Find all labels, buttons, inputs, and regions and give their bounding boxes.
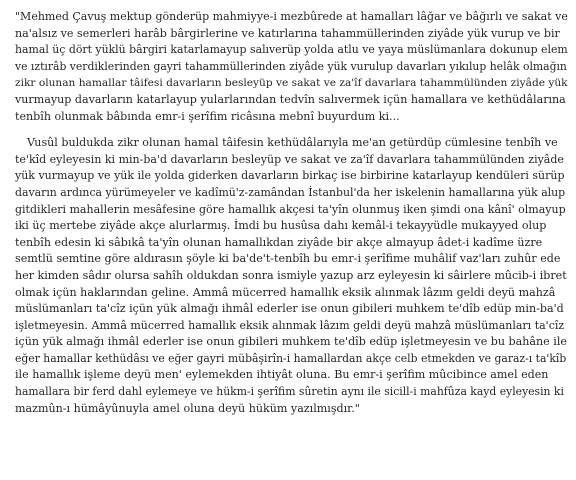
text-line: na'alsız ve semerleri harâb bârgirlerine ve katırlarına tahammüllerinden ziyâde yük vurup ve bir <box>15 26 560 40</box>
text-line: hamal üç dört yüklü bârgiri katarlamayup salıverüp yolda atlu ve yaya müslümanlara dokunup elem <box>15 43 568 57</box>
text-line: "Mehmed Çavuş mektup gönderüp mahmiyye-i mezbûrede at hamalları lâğar ve bâğırlı ve sakat ve <box>15 10 568 23</box>
text-line: davarın ardınca yürümeyeler ve kadîmü'z-zamândan İstanbul'da her iskelenin hamallarına yük alup <box>15 185 566 199</box>
text-line: semtlü semtine göre aldırasın şöyle ki ba'de't-tenbîh bu emr-i şerîfime muhâlif vaz'ları zuhûr ede <box>15 252 561 266</box>
text-line: zikr olunan hamallar tâifesi davarların besleyüp ve sakat ve za'îf davarlara tahammülünden ziyâde yük <box>15 77 568 90</box>
text-line: tenbîh edesin ki sâbıkâ ta'yîn olunan hamallıkdan ziyâde bir akçe almayup âdet-i kadîme üzre <box>15 235 543 249</box>
text-line: te'kîd eyleyesin ki min-ba'd davarların besleyüp ve sakat ve za'îf davarlara tahammülünden ziyâde <box>15 152 564 166</box>
text-line: hamallara bir ferd dahl eylemeye ve hükm-i şerîfim sûretin aynı ile sicill-i mahfûza kayd eyleyesin ki <box>15 385 564 399</box>
text-line: müslümanları ta'cîz içün yük almağı ihmâl ederler ise onun gibileri muhkem te'dîb edüp min-ba'd <box>15 302 564 316</box>
body-paragraph <box>9 135 568 417</box>
text-line: ile hamallık işleme deyü men' eylemekden ihtiyât oluna. Bu emr-i şerîfim mûcibince amel eden <box>15 368 549 382</box>
text-line: iki üç mertebe ziyâde akçe alurlarmış. İmdi bu husûsa dahı kemâl-i tekayyüdle mukayyed olup <box>15 219 547 233</box>
text-line: içün yük almağı ihmâl ederler ise onun gibileri muhkem te'dîb edüp işletmeyesin ve bu bahâne ile <box>15 335 567 349</box>
text-line: vurmayup davarların katarlayup yularlarından tedvîn salıvermek içün hamallara ve kethüdâlarına <box>15 92 566 106</box>
text-line: işletmeyesin. Ammâ mücerred hamallık eksik alınmak lâzım geldi deyü mahzâ müslümanları ta'cîz <box>15 318 565 332</box>
text-line: mazmûn-ı hümâyûnuyla amel oluna deyü hüküm yazılmışdır." <box>15 401 360 415</box>
text-line: tenbîh olunmak bâbında emr-i şerîfim ricâsına mebnî buyurdum ki... <box>15 109 400 123</box>
text-line: Vusûl buldukda zikr olunan hamal tâifesin kethüdâlarıyla me'an getürdüp cümlesine tenbîh ve <box>27 136 558 150</box>
text-line: eğer hamallar kethüdâsı ve eğer gayri mübâşirîn-i hamallardan akçe celb etmekden ve garaz-ı ta'kîb <box>15 351 567 365</box>
text-line: gitdikleri mahallerin mesâfesine göre hamallık akçesi ta'yîn olunmuş iken şimdi ona kânî' olmayup <box>15 202 566 216</box>
text-line: her kimden sâdır olursa sahîh oldukdan sonra ismiyle yazup arz eyleyesin ki sâirlere mûcib-i ibret <box>15 268 567 282</box>
text-line: olmak içün haklarından geline. Ammâ mücerred hamallık eksik alınmak lâzım geldi deyü mahzâ <box>15 285 556 299</box>
text-line: ve ıztırâb verdiklerinden gayri tahammüllerinden ziyâde yük vurulup davarları yıkılup helâk olmağın <box>15 59 567 73</box>
text-line: yük vurmayup ve yük ile yolda giderken davarların birkaç ise birbirine katarlayup kendüleri sürüp <box>15 169 565 183</box>
quoted-paragraph <box>9 9 568 125</box>
